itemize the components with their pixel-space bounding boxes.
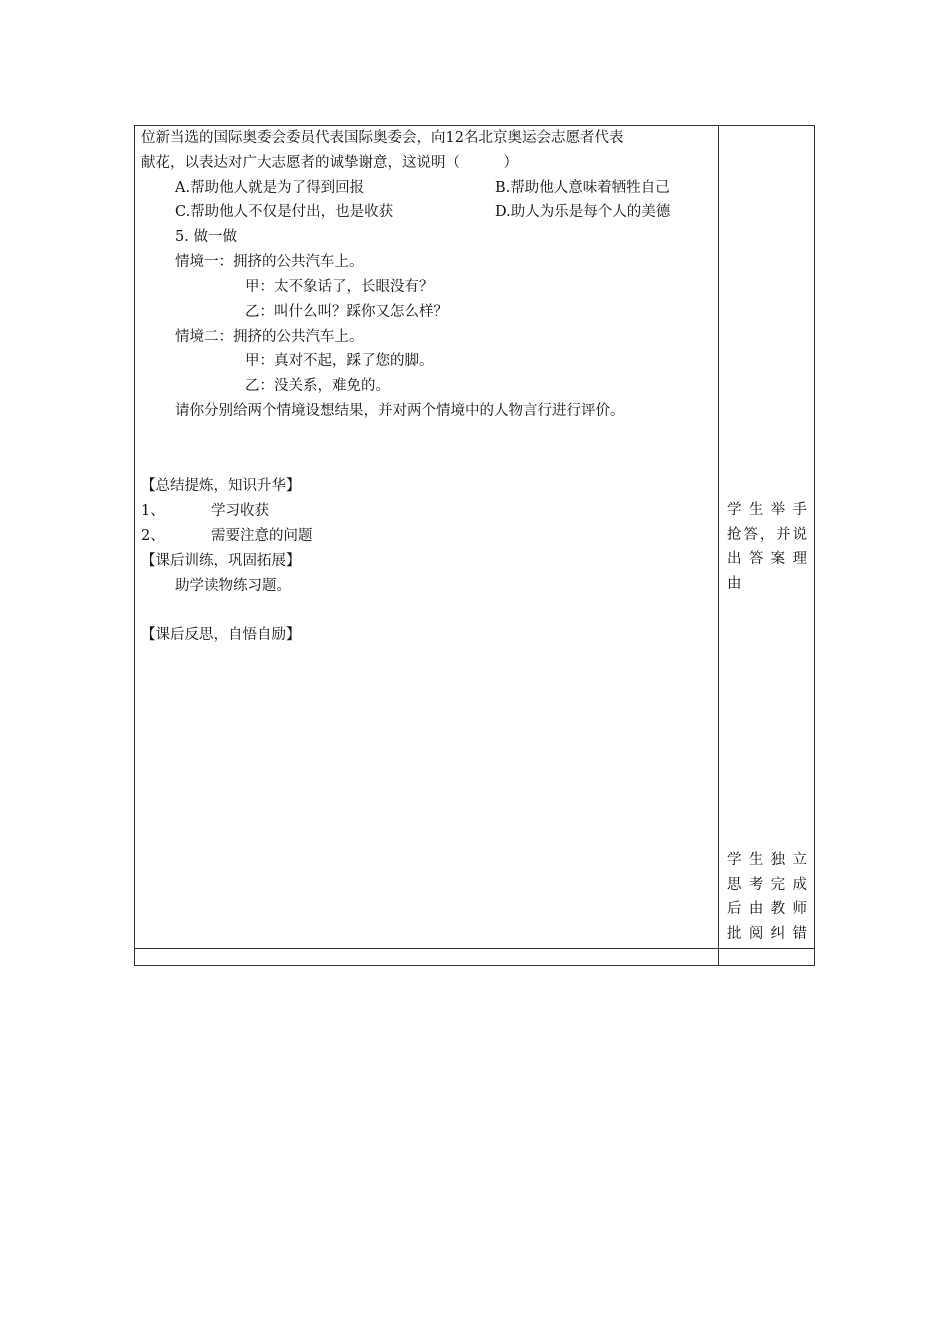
side-note-answer (727, 498, 807, 596)
option-b: B.帮助他人意味着牺牲自己 (495, 180, 670, 196)
summary-heading: 【总结提炼，知识升华】 (141, 478, 301, 494)
q4-text-line2: 献花，以表达对广大志愿者的诚挚谢意，这说明（ ） (141, 155, 518, 171)
q5-prompt: 请你分别给两个情境设想结果，并对两个情境中的人物言行进行评价。 (175, 403, 625, 419)
side-note-line: 抢答，并说 (727, 526, 807, 543)
column-divider (718, 126, 719, 965)
side-note-line: 学生举手 (727, 502, 807, 518)
side-note-line: 批阅纠错 (727, 925, 807, 942)
summary-item-2-number: 2、 (141, 528, 165, 544)
scene2-yi: 乙：没关系，难免的。 (245, 378, 390, 394)
scene1-title: 情境一：拥挤的公共汽车上。 (175, 254, 364, 270)
side-note-line: 由 (727, 575, 742, 592)
side-note-line: 出答案理 (727, 551, 807, 568)
option-c: C.帮助他人不仅是付出，也是收获 (175, 204, 394, 220)
side-note-independent (727, 848, 807, 946)
reflection-heading: 【课后反思，自悟自励】 (141, 627, 301, 643)
scene1-jia: 甲：太不象话了，长眼没有？ (245, 279, 434, 295)
q4-text-line1: 位新当选的国际奥委会委员代表国际奥委会，向12名北京奥运会志愿者代表 (141, 130, 624, 146)
summary-item-1-number: 1、 (141, 503, 165, 519)
summary-item-1-text: 学习收获 (211, 503, 269, 519)
side-note-line: 思考完成 (727, 876, 807, 893)
option-a: A.帮助他人就是为了得到回报 (175, 180, 365, 196)
summary-item-2-text: 需要注意的问题 (211, 528, 313, 544)
practice-heading: 【课后训练，巩固拓展】 (141, 553, 301, 569)
row-divider (135, 948, 814, 949)
option-d: D.助人为乐是每个人的美德 (495, 204, 671, 220)
side-note-line: 后由教师 (727, 901, 807, 918)
side-note-line: 学生独立 (727, 852, 807, 868)
scene1-yi: 乙：叫什么叫？踩你又怎么样？ (245, 304, 448, 320)
practice-text: 助学读物练习题。 (175, 578, 291, 594)
scene2-jia: 甲：真对不起，踩了您的脚。 (245, 353, 434, 369)
q5-title: 5. 做一做 (175, 229, 237, 245)
lesson-table (134, 125, 815, 966)
scene2-title: 情境二：拥挤的公共汽车上。 (175, 329, 364, 345)
